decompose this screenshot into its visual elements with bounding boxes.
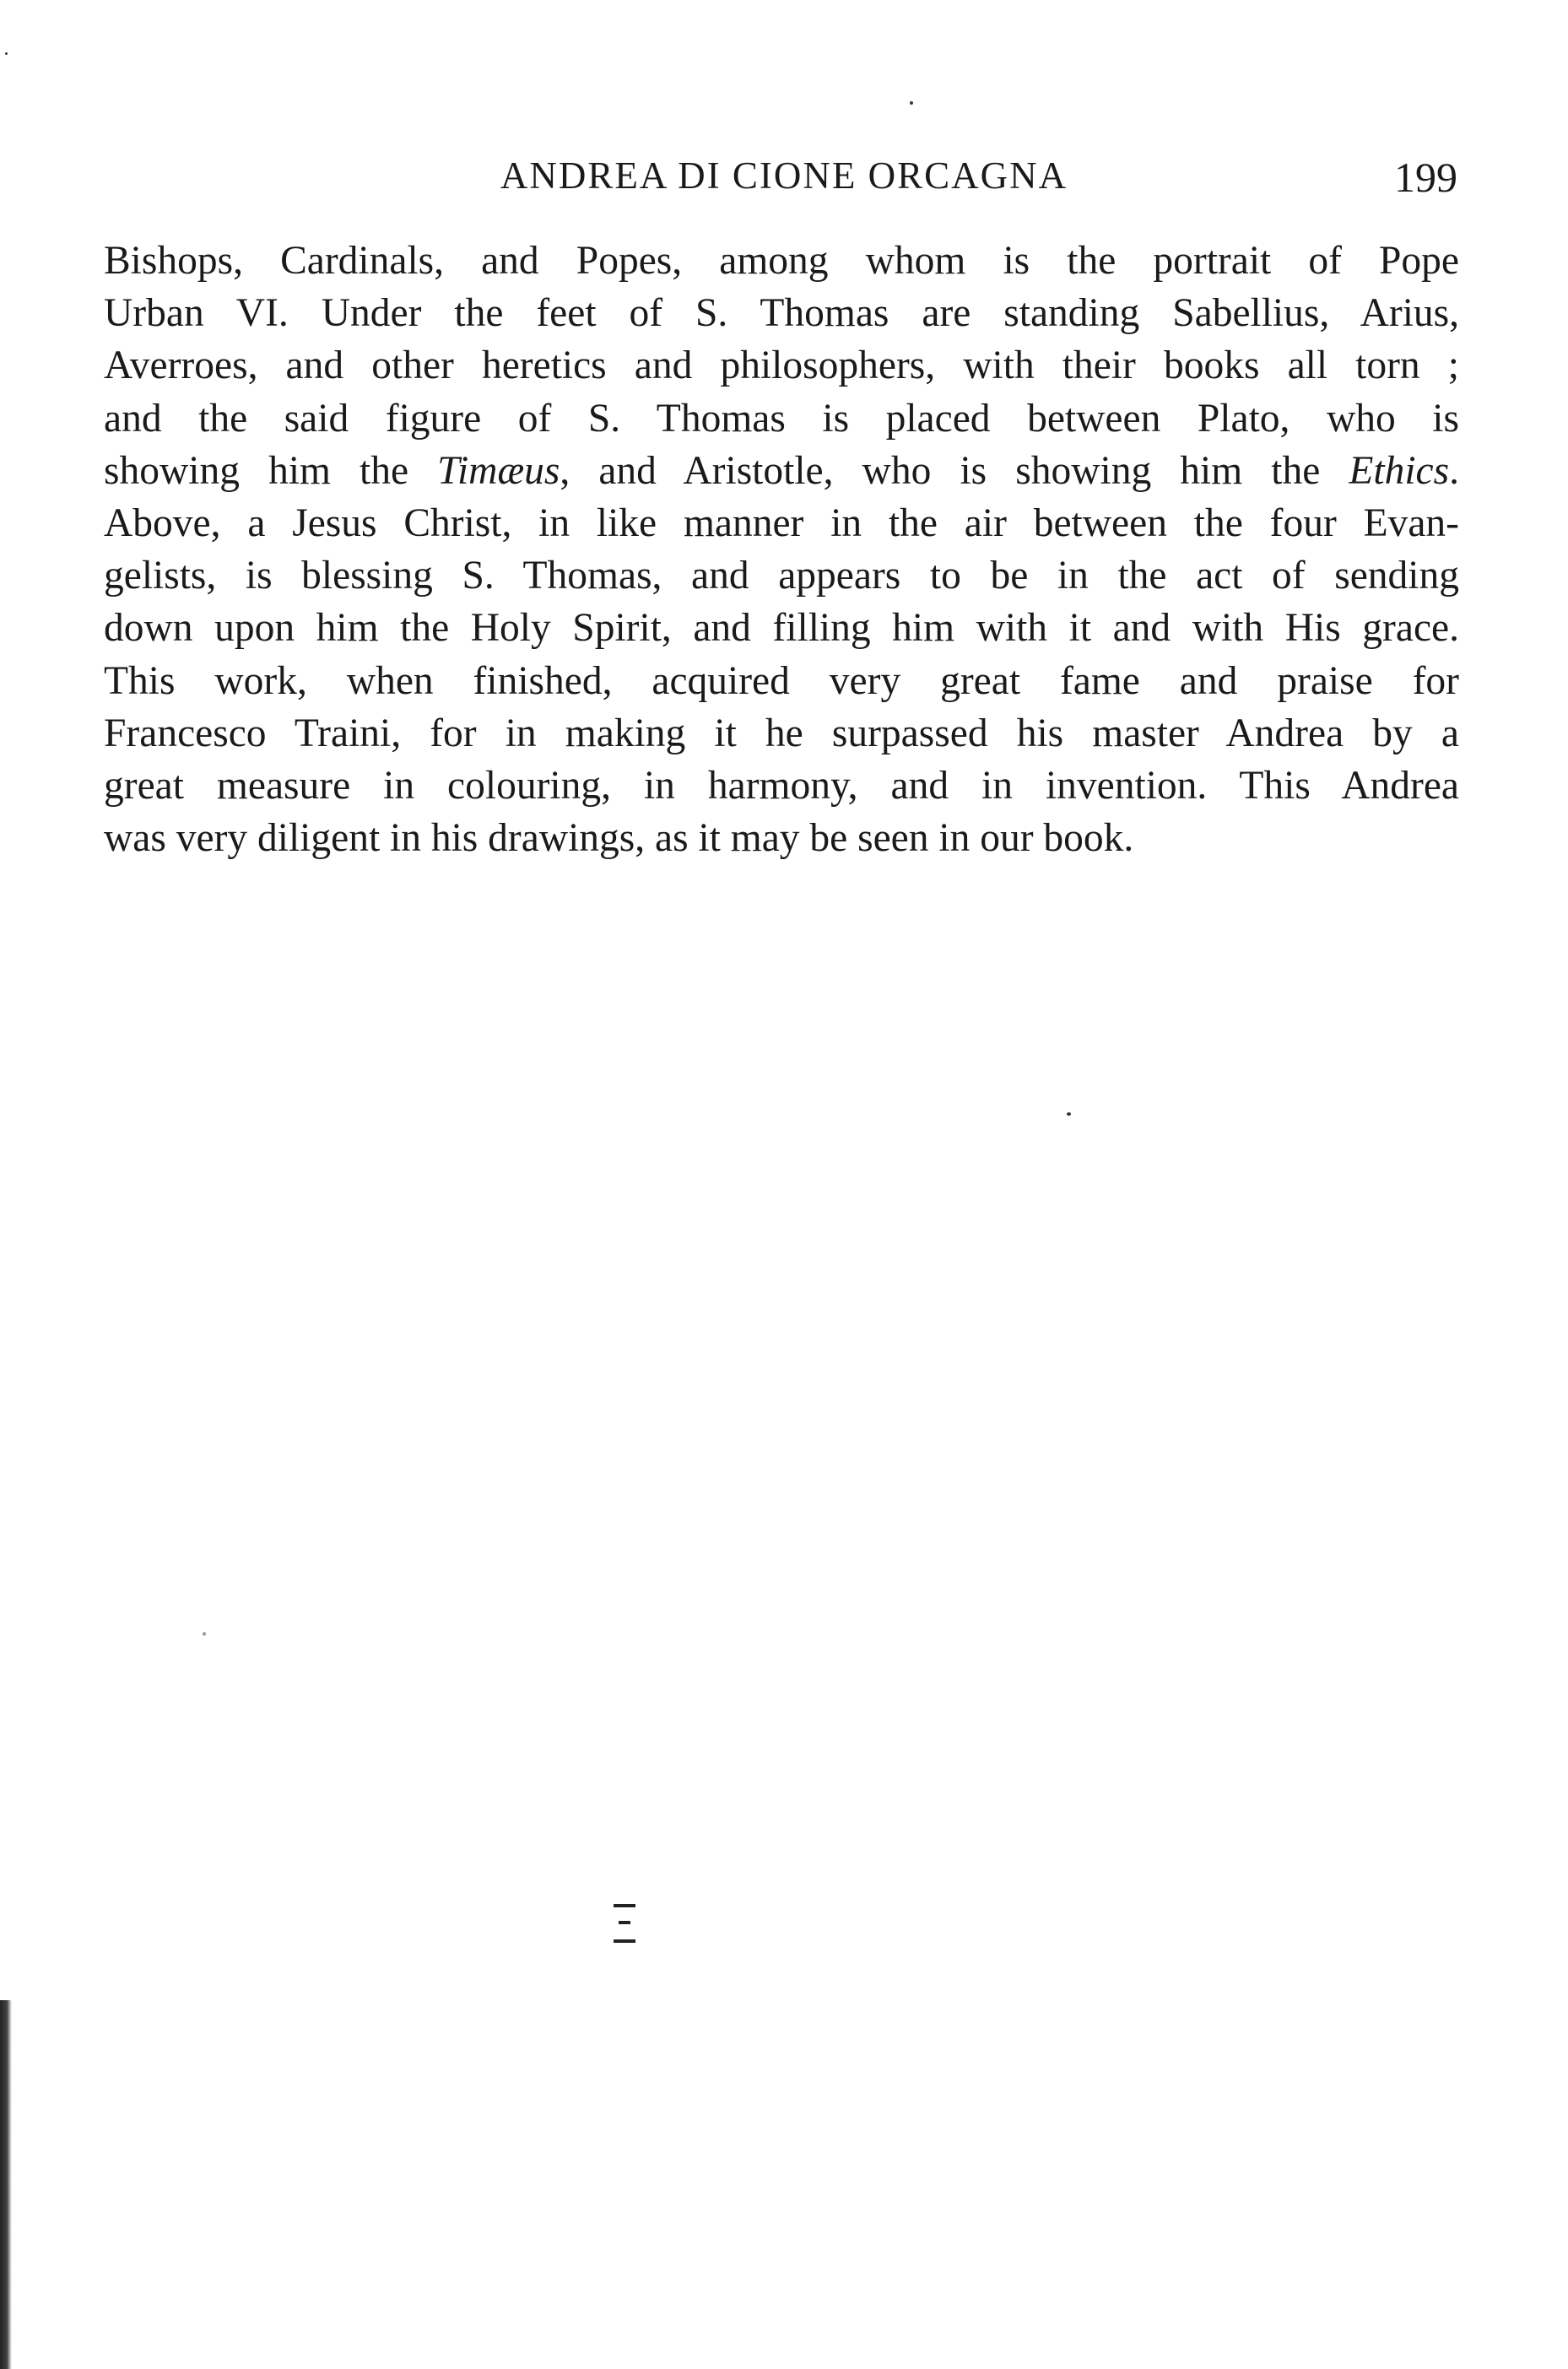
text-line: down upon him the Holy Spirit, and filling him with it and with His grace. [104, 606, 1459, 651]
scan-mark [614, 1939, 635, 1943]
text-line: Francesco Traini, for in making it he surpassed his master Andrea by a [104, 711, 1459, 755]
body-paragraph [104, 235, 1459, 864]
scan-speck [910, 101, 913, 105]
text-line: was very diligent in his drawings, as it may be seen in our book. [104, 816, 1134, 861]
text-line: Urban VI. Under the feet of S. Thomas are standing Sabellius, Arius, [104, 291, 1459, 336]
scan-edge-shadow [0, 2000, 12, 2369]
text-span: . [1449, 448, 1459, 493]
italic-title-ethics: Ethics [1349, 448, 1450, 493]
scan-speck [5, 52, 8, 55]
text-line: This work, when finished, acquired very great fame and praise for [104, 658, 1459, 703]
text-line: Above, a Jesus Christ, in like manner in the air between the four Evan- [104, 500, 1459, 545]
text-line: Bishops, Cardinals, and Popes, among whom is the portrait of Pope [104, 239, 1459, 283]
text-line: great measure in colouring, in harmony, and in invention. This Andrea [104, 763, 1459, 808]
text-span: showing him the [104, 448, 438, 493]
running-head [0, 150, 1568, 201]
text-span: , and Aristotle, who is showing him the [560, 448, 1349, 493]
scan-speck [1067, 1112, 1071, 1116]
scan-mark [614, 1904, 635, 1907]
text-line: gelists, is blessing S. Thomas, and appears to be in the act of sending [104, 554, 1459, 598]
scan-mark [619, 1921, 630, 1924]
page-number: 199 [1394, 154, 1457, 201]
italic-title-timaeus: Timæus [437, 448, 560, 493]
text-line: Averroes, and other heretics and philosophers, with their books all torn ; [104, 343, 1459, 388]
scan-speck [203, 1632, 206, 1636]
text-line: and the said figure of S. Thomas is placed between Plato, who is [104, 396, 1459, 441]
running-title: ANDREA DI CIONE ORCAGNA [500, 154, 1068, 197]
text-line-with-titles [104, 445, 1459, 497]
